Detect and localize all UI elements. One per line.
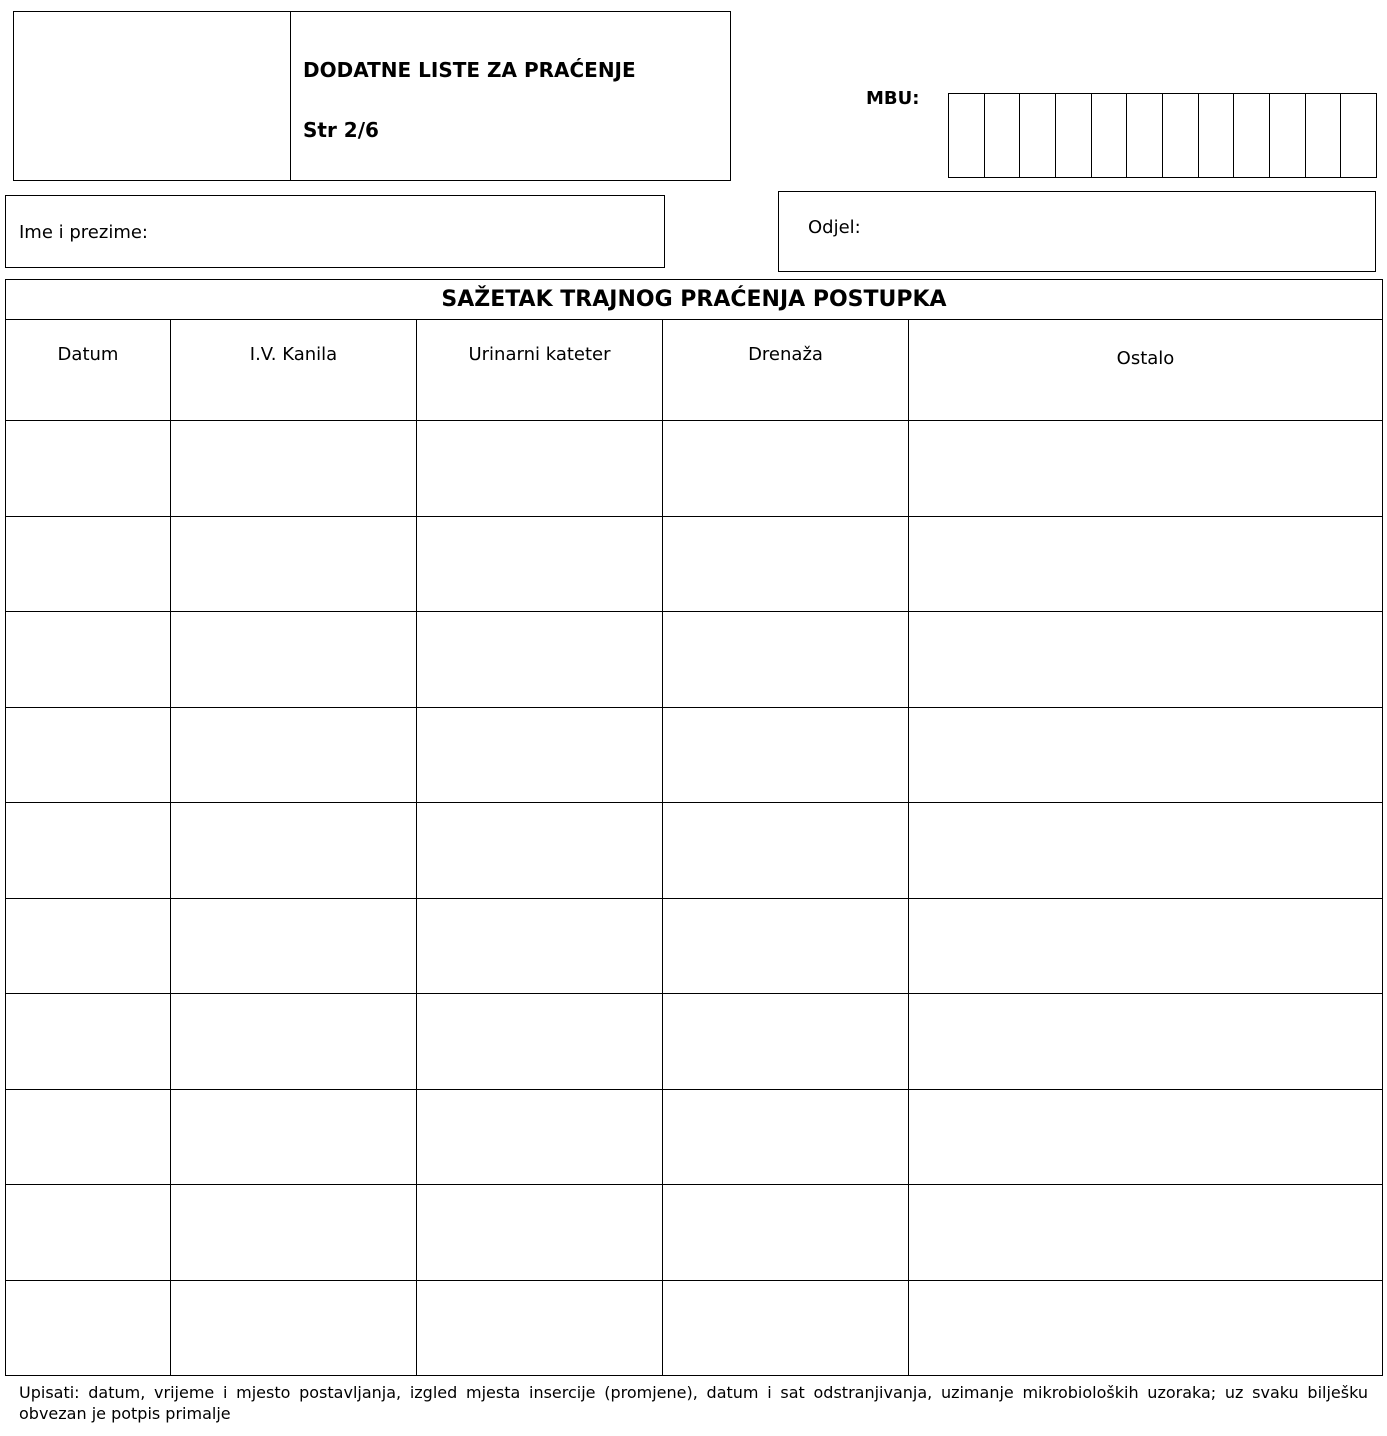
name-field[interactable] — [5, 195, 665, 268]
drenaza-cell[interactable] — [663, 612, 909, 708]
datum-cell[interactable] — [6, 803, 171, 899]
drenaza-cell[interactable] — [663, 1089, 909, 1185]
datum-cell[interactable] — [6, 612, 171, 708]
table-row — [6, 1280, 1383, 1376]
urinarni-kateter-cell[interactable] — [417, 898, 663, 994]
iv-kanila-cell[interactable] — [171, 898, 417, 994]
urinarni-kateter-cell[interactable] — [417, 421, 663, 517]
column-header-datum: Datum — [6, 320, 171, 421]
table-row — [6, 1185, 1383, 1281]
table-title: SAŽETAK TRAJNOG PRAĆENJA POSTUPKA — [6, 280, 1383, 320]
urinarni-kateter-cell[interactable] — [417, 1185, 663, 1281]
drenaza-cell[interactable] — [663, 421, 909, 517]
mbu-digit-cell[interactable] — [1056, 94, 1092, 177]
table-row — [6, 612, 1383, 708]
iv-kanila-cell[interactable] — [171, 421, 417, 517]
mbu-digit-cell[interactable] — [1199, 94, 1235, 177]
ostalo-cell[interactable] — [909, 994, 1383, 1090]
table-body — [6, 421, 1383, 1376]
ostalo-cell[interactable] — [909, 1280, 1383, 1376]
column-header-iv-kanila: I.V. Kanila — [171, 320, 417, 421]
ostalo-cell[interactable] — [909, 1089, 1383, 1185]
mbu-input-grid — [948, 93, 1377, 178]
drenaza-cell[interactable] — [663, 1185, 909, 1281]
datum-cell[interactable] — [6, 516, 171, 612]
form-header — [13, 11, 731, 181]
mbu-digit-cell[interactable] — [1306, 94, 1342, 177]
drenaza-cell[interactable] — [663, 707, 909, 803]
table-row — [6, 898, 1383, 994]
iv-kanila-cell[interactable] — [171, 1280, 417, 1376]
monitoring-summary-table — [5, 279, 1383, 1376]
column-header-ostalo: Ostalo — [909, 320, 1383, 421]
iv-kanila-cell[interactable] — [171, 707, 417, 803]
ostalo-cell[interactable] — [909, 898, 1383, 994]
iv-kanila-cell[interactable] — [171, 612, 417, 708]
mbu-digit-cell[interactable] — [1234, 94, 1270, 177]
ostalo-cell[interactable] — [909, 803, 1383, 899]
datum-cell[interactable] — [6, 994, 171, 1090]
urinarni-kateter-cell[interactable] — [417, 803, 663, 899]
ostalo-cell[interactable] — [909, 421, 1383, 517]
iv-kanila-cell[interactable] — [171, 1089, 417, 1185]
mbu-digit-cell[interactable] — [985, 94, 1021, 177]
mbu-digit-cell[interactable] — [1163, 94, 1199, 177]
drenaza-cell[interactable] — [663, 898, 909, 994]
urinarni-kateter-cell[interactable] — [417, 1280, 663, 1376]
datum-cell[interactable] — [6, 1280, 171, 1376]
iv-kanila-cell[interactable] — [171, 803, 417, 899]
datum-cell[interactable] — [6, 707, 171, 803]
mbu-digit-cell[interactable] — [1270, 94, 1306, 177]
drenaza-cell[interactable] — [663, 803, 909, 899]
ostalo-cell[interactable] — [909, 707, 1383, 803]
urinarni-kateter-cell[interactable] — [417, 1089, 663, 1185]
datum-cell[interactable] — [6, 1089, 171, 1185]
ostalo-cell[interactable] — [909, 612, 1383, 708]
column-header-drenaza: Drenaža — [663, 320, 909, 421]
urinarni-kateter-cell[interactable] — [417, 516, 663, 612]
table-row — [6, 421, 1383, 517]
department-field[interactable] — [778, 191, 1376, 272]
drenaza-cell[interactable] — [663, 516, 909, 612]
urinarni-kateter-cell[interactable] — [417, 612, 663, 708]
table-row — [6, 707, 1383, 803]
table-row — [6, 803, 1383, 899]
drenaza-cell[interactable] — [663, 1280, 909, 1376]
mbu-digit-cell[interactable] — [1127, 94, 1163, 177]
table-row — [6, 994, 1383, 1090]
form-title: DODATNE LISTE ZA PRAĆENJE — [303, 58, 636, 82]
iv-kanila-cell[interactable] — [171, 1185, 417, 1281]
mbu-digit-cell[interactable] — [1020, 94, 1056, 177]
name-label: Ime i prezime: — [19, 222, 148, 243]
table-row — [6, 516, 1383, 612]
datum-cell[interactable] — [6, 898, 171, 994]
ostalo-cell[interactable] — [909, 1185, 1383, 1281]
mbu-digit-cell[interactable] — [1341, 94, 1376, 177]
department-label: Odjel: — [808, 217, 861, 238]
mbu-label: MBU: — [866, 88, 920, 109]
iv-kanila-cell[interactable] — [171, 516, 417, 612]
ostalo-cell[interactable] — [909, 516, 1383, 612]
mbu-digit-cell[interactable] — [949, 94, 985, 177]
drenaza-cell[interactable] — [663, 994, 909, 1090]
mbu-digit-cell[interactable] — [1092, 94, 1128, 177]
page-indicator: Str 2/6 — [303, 118, 379, 142]
datum-cell[interactable] — [6, 421, 171, 517]
column-header-urinarni-kateter: Urinarni kateter — [417, 320, 663, 421]
urinarni-kateter-cell[interactable] — [417, 994, 663, 1090]
table-row — [6, 1089, 1383, 1185]
urinarni-kateter-cell[interactable] — [417, 707, 663, 803]
header-divider — [290, 12, 291, 180]
iv-kanila-cell[interactable] — [171, 994, 417, 1090]
datum-cell[interactable] — [6, 1185, 171, 1281]
footer-note: Upisati: datum, vrijeme i mjesto postavljanja, izgled mjesta insercije (promjene), datum i sat odstranjivanja, uzimanje mikrobioloških uzoraka; uz svaku bilješku obvezan je potpis primalje — [19, 1383, 1368, 1423]
